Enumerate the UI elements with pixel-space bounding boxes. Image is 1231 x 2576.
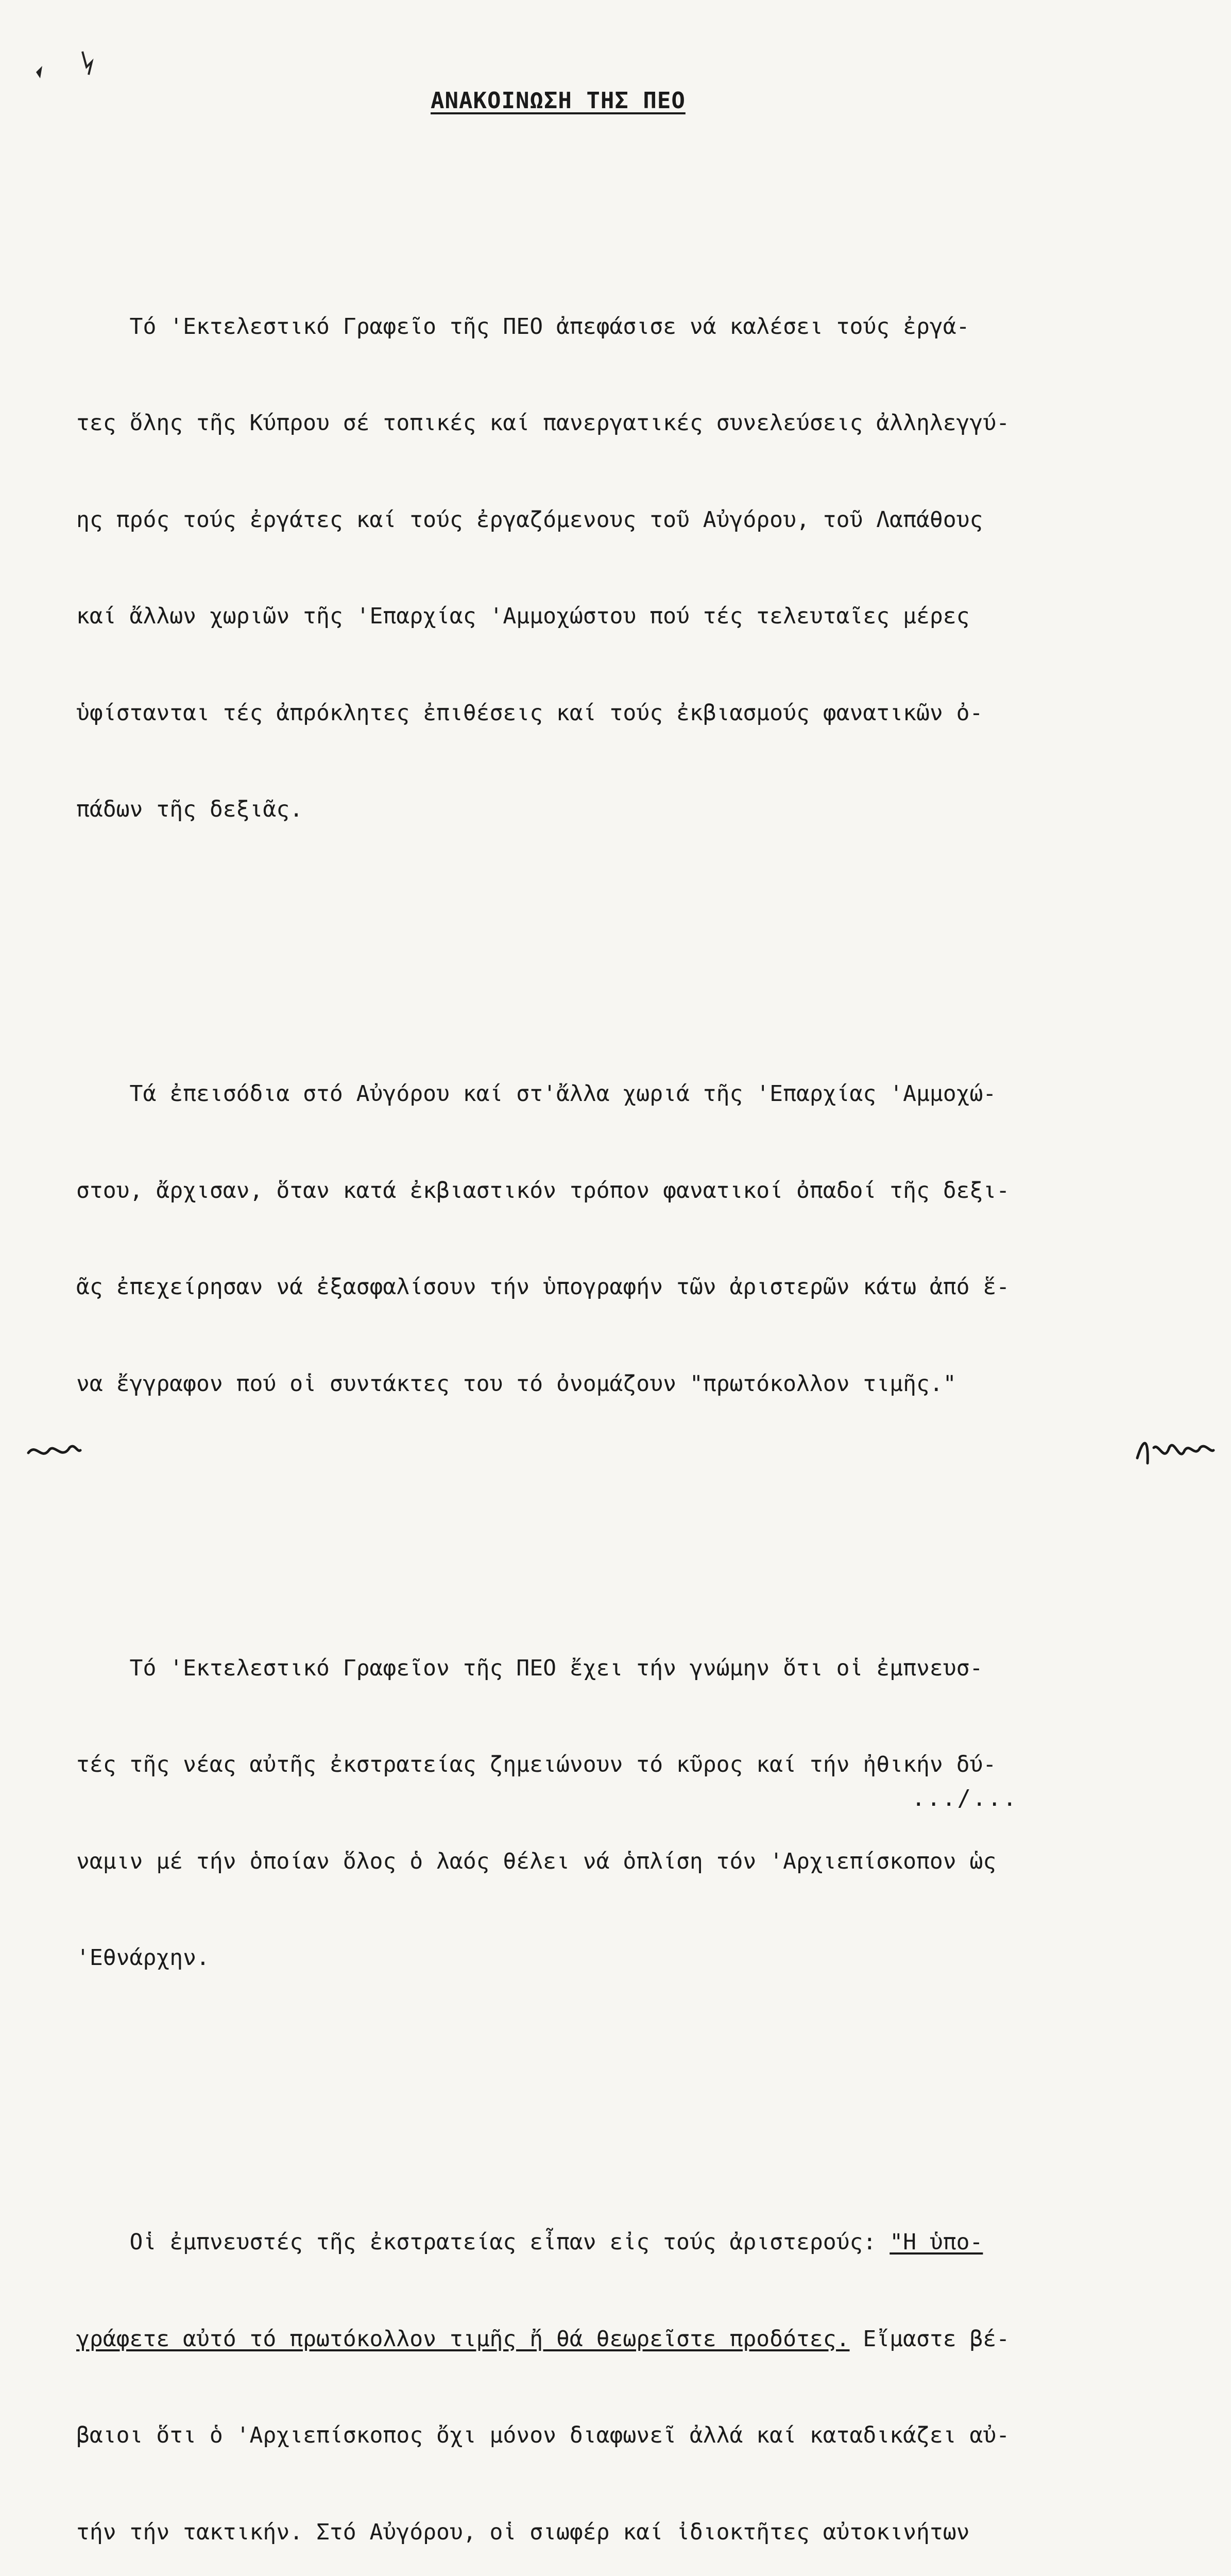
text-line: τές τῆς νέας αὐτῆς ἐκστρατείας ζημειώνουν τό κῦρος καί τήν ἠθικήν δύ- [76,1752,997,1777]
text-line: Τό 'Εκτελεστικό Γραφεῖον τῆς ΠΕΟ ἔχει τήν γνώμην ὅτι οἱ ἐμπνευσ- [76,1655,983,1681]
text-line: πάδων τῆς δεξιᾶς. [76,796,303,822]
handwritten-margin-note [1133,1427,1216,1473]
text-segment: Οἱ ἐμπνευστές τῆς ἐκστρατείας εἶπαν εἰς τούς ἀριστερούς: [76,2229,890,2255]
text-line: ὑφίστανται τές ἀπρόκλητες ἐπιθέσεις καί τούς ἐκβιασμούς φανατικῶν ὀ- [76,700,983,726]
scan-blot-mark [31,46,103,82]
text-line: Τά ἐπεισόδια στό Αὐγόρου καί στ'ἄλλα χωριά τῆς 'Επαρχίας 'Αμμοχώ- [76,1081,997,1107]
text-segment: Εἴμαστε βέ- [849,2326,1010,2352]
paragraph-2 [76,1013,1184,1464]
text-line: να ἔγγραφον πού οἱ συντάκτες του τό ὀνομάζουν "πρωτόκολλον τιμῆς." [76,1370,956,1397]
text-line: ης πρός τούς ἐργάτες καί τούς ἐργαζόμενους τοῦ Αὐγόρου, τοῦ Λαπάθους [76,506,983,533]
text-line: ᾶς ἐπεχείρησαν νά ἐξασφαλίσουν τήν ὑπογραφήν τῶν ἀριστερῶν κάτω ἀπό ἕ- [76,1274,1010,1300]
paragraph-1 [76,246,1184,890]
paragraph-3 [76,1588,1184,2039]
text-line: καί ἄλλων χωριῶν τῆς 'Επαρχίας 'Αμμοχώστου πού τές τελευταῖες μέρες [76,603,970,629]
text-line: ναμιν μέ τήν ὁποίαν ὅλος ὁ λαός θέλει νά ὁπλίση τόν 'Αρχιεπίσκοπον ὡς [76,1848,997,1874]
text-line: στου, ἄρχισαν, ὅταν κατά ἐκβιαστικόν τρόπον φανατικοί ὀπαδοί τῆς δεξι- [76,1177,1010,1204]
text-line: τες ὅλης τῆς Κύπρου σέ τοπικές καί πανεργατικές συνελεύσεις ἀλληλεγγύ- [76,410,1010,436]
text-line: τήν τήν τακτικήν. Στό Αὐγόρου, οἱ σιωφέρ καί ἰδιοκτῆτες αὐτοκινήτων [76,2519,970,2545]
text-line: βαιοι ὅτι ὁ 'Αρχιεπίσκοπος ὄχι μόνον διαφωνεῖ ἀλλά καί καταδικάζει αὐ- [76,2422,1010,2448]
quote-underlined: "Η ὑπο- [890,2229,983,2255]
page-title: ΑΝΑΚΟΙΝΩΣΗ ΤΗΣ ΠΕΟ [431,88,686,114]
text-line: 'Εθνάρχην. [76,1945,210,1971]
quote-underlined: γράφετε αὐτό τό πρωτόκολλον τιμῆς ἤ θά θεωρεῖστε προδότες. [76,2326,850,2352]
text-line [76,2226,1184,2259]
continuation-mark: .../... [912,1785,1018,1811]
paragraph-4 [76,2162,1184,2576]
document-body [76,149,1184,2576]
text-line [76,2323,1184,2355]
handwritten-scribble [26,1432,82,1468]
text-line: Τό 'Εκτελεστικό Γραφεῖο τῆς ΠΕΟ ἀπεφάσισε νά καλέσει τούς ἐργά- [76,313,970,340]
